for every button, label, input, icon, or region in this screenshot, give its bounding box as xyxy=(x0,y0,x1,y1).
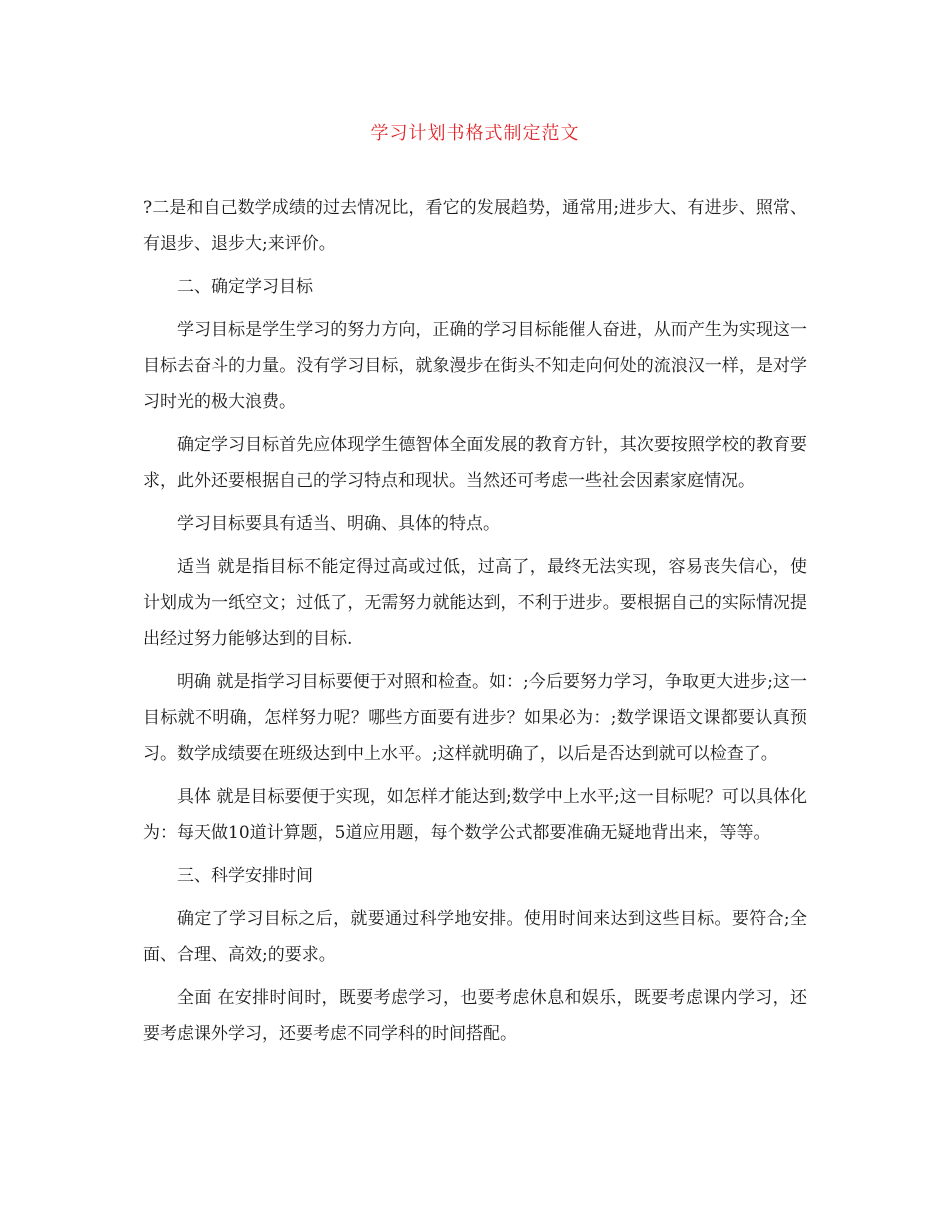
paragraph-goal-traits: 学习目标要具有适当、明确、具体的特点。 xyxy=(177,514,500,534)
paragraph-clear: 明确 就是指学习目标要便于对照和检查。如：;今后要努力学习，争取更大进步;这一目标就不明确，怎样努力呢？哪些方面要有进步？如果必为：;数学课语文课都要认真预习。数学成绩要在班级达到中上水平。;这样就明确了，以后是否达到就可以检查了。 xyxy=(143,672,807,764)
document-body xyxy=(143,190,807,1059)
paragraph-comparison-past: ?二是和自己数学成绩的过去情况比，看它的发展趋势，通常用;进步大、有进步、照常、有退步、退步大;来评价。 xyxy=(143,198,807,254)
section-heading-time: 三、科学安排时间 xyxy=(177,866,313,886)
section-heading-goals: 二、确定学习目标 xyxy=(177,277,313,297)
paragraph-goal-direction: 学习目标是学生学习的努力方向，正确的学习目标能催人奋进，从而产生为实现这一目标去奋斗的力量。没有学习目标，就象漫步在街头不知走向何处的流浪汉一样，是对学习时光的极大浪费。 xyxy=(143,320,807,412)
paragraph-comprehensive: 全面 在安排时间时，既要考虑学习，也要考虑休息和娱乐，既要考虑课内学习，还要考虑课外学习，还要考虑不同学科的时间搭配。 xyxy=(143,988,807,1044)
paragraph-goal-principles: 确定学习目标首先应体现学生德智体全面发展的教育方针，其次要按照学校的教育要求，此外还要根据自己的学习特点和现状。当然还可考虑一些社会因素家庭情况。 xyxy=(143,435,807,491)
paragraph-time-planning: 确定了学习目标之后，就要通过科学地安排。使用时间来达到这些目标。要符合;全面、合理、高效;的要求。 xyxy=(143,909,807,965)
document-title: 学习计划书格式制定范文 xyxy=(370,123,580,144)
paragraph-appropriate: 适当 就是指目标不能定得过高或过低，过高了，最终无法实现，容易丧失信心，使计划成为一纸空文；过低了，无需努力就能达到，不利于进步。要根据自己的实际情况提出经过努力能够达到的目标. xyxy=(143,557,807,649)
paragraph-specific: 具体 就是目标要便于实现，如怎样才能达到;数学中上水平;这一目标呢？可以具体化为：每天做10道计算题，5道应用题，每个数学公式都要准确无疑地背出来，等等。 xyxy=(143,787,807,843)
